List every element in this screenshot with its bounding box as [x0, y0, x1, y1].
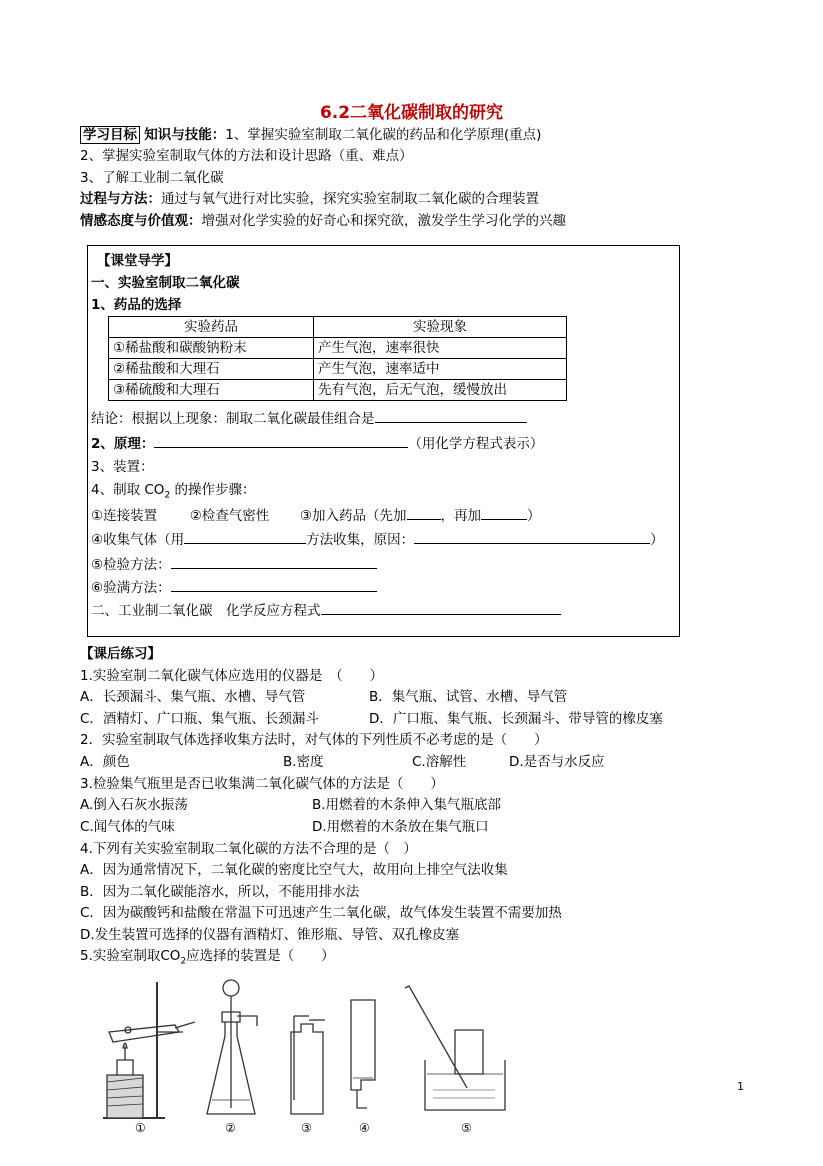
steps-label-post: 的操作步骤： — [170, 482, 256, 498]
table-header-cell: 实验药品 — [109, 317, 314, 338]
step-test: ⑤检验方法： — [91, 557, 171, 573]
q2-option-a: A．颜色 — [80, 754, 130, 770]
q4-option-a: A．因为通常情况下，二氧化碳的密度比空气大，故用向上排空气法收集 — [80, 862, 508, 878]
q2-option-b: B.密度 — [283, 754, 324, 770]
steps-row-1 — [91, 505, 541, 526]
emotion-text: 增强对化学实验的好奇心和探究欲，激发学生学习化学的兴趣 — [201, 213, 566, 229]
section-lab-co2: 一、实验室制取二氧化碳 — [91, 275, 240, 291]
conclusion-blank[interactable] — [375, 408, 527, 423]
table-row — [109, 338, 567, 359]
steps-row-2 — [91, 529, 664, 550]
q5-text-post: 应选择的装置是（ ） — [186, 948, 335, 964]
apparatus-4-inverted-bottle — [351, 1000, 375, 1108]
table-cell: 产生气泡，速率适中 — [314, 359, 567, 380]
steps-subscript: 2 — [164, 490, 171, 501]
principle-line — [91, 433, 543, 454]
reagent-table — [108, 316, 567, 401]
full-check-blank[interactable] — [171, 577, 377, 592]
q4-option-c: C．因为碳酸钙和盐酸在常温下可迅速产生二氧化碳，故气体发生装置不需要加热 — [80, 905, 562, 921]
table-cell: ①稀盐酸和碳酸钠粉末 — [109, 338, 314, 359]
apparatus-label-4: ④ — [359, 1121, 370, 1135]
apparatus-label: 3、装置： — [91, 459, 154, 475]
steps-row-4 — [91, 577, 377, 598]
step-collect-close: ） — [650, 532, 664, 548]
apparatus-figure — [95, 970, 515, 1138]
table-row — [109, 380, 567, 401]
table-cell: 先有气泡，后无气泡，缓慢放出 — [314, 380, 567, 401]
page-title: 6.2二氧化碳制取的研究 — [319, 103, 504, 123]
industrial-equation-blank[interactable] — [321, 600, 561, 615]
steps-label — [91, 480, 255, 506]
knowledge-text-1: 1、掌握实验室制取二氧化碳的药品和化学原理(重点) — [225, 127, 542, 143]
steps-label-pre: 4、制取 CO — [91, 482, 165, 498]
apparatus-label-5: ⑤ — [461, 1121, 472, 1135]
step-connect: ①连接装置 — [91, 508, 158, 524]
table-header-cell: 实验现象 — [314, 317, 567, 338]
q1-option-b: B．集气瓶、试管、水槽、导气管 — [369, 689, 568, 705]
test-method-blank[interactable] — [171, 554, 377, 569]
step-add-close: ） — [527, 508, 541, 524]
q1-option-c: C．酒精灯、广口瓶、集气瓶、长颈漏斗 — [80, 711, 319, 727]
question-4: 4.下列有关实验室制取二氧化碳的方法不合理的是（ ） — [80, 841, 417, 857]
q2-option-d: D.是否与水反应 — [509, 754, 605, 770]
principle-label: 2、原理： — [91, 436, 155, 452]
q4-option-b: B．因为二氧化碳能溶水，所以，不能用排水法 — [80, 884, 360, 900]
q1-option-a: A．长颈漏斗、集气瓶、水槽、导气管 — [80, 689, 306, 705]
q3-option-d: D.用燃着的木条放在集气瓶口 — [312, 819, 489, 835]
step-collect-reason: 方法收集，原因： — [306, 532, 415, 548]
question-1: 1.实验室制二氧化碳气体应选用的仪器是 （ ） — [80, 668, 384, 684]
section-industrial: 二、工业制二氧化碳 化学反应方程式 — [91, 603, 321, 619]
table-row — [109, 359, 567, 380]
step-collect: ④收集气体（用 — [91, 532, 185, 548]
question-3: 3.检验集气瓶里是否已收集满二氧化碳气体的方法是（ ） — [80, 776, 444, 792]
q3-option-b: B.用燃着的木条伸入集气瓶底部 — [312, 797, 502, 813]
reagent-second-blank[interactable] — [481, 505, 527, 520]
apparatus-5-trough — [405, 986, 505, 1110]
steps-row-3 — [91, 554, 377, 575]
q1-option-d: D．广口瓶、集气瓶、长颈漏斗、带导管的橡皮塞 — [369, 711, 663, 727]
step-airtight: ②检查气密性 — [189, 508, 270, 524]
reagent-first-blank[interactable] — [407, 505, 441, 520]
objective-emotion — [80, 211, 566, 231]
page-number: 1 — [737, 1080, 744, 1093]
objectives-label: 学习目标 — [80, 126, 140, 144]
subsection-reagents: 1、药品的选择 — [91, 297, 182, 313]
step-add-reagents: ③加入药品（先加 — [299, 508, 407, 524]
principle-note: （用化学方程式表示） — [408, 436, 544, 452]
knowledge-label: 知识与技能： — [144, 127, 226, 143]
industrial-line — [91, 600, 561, 621]
objective-process — [80, 189, 539, 209]
guide-header: 【课堂导学】 — [97, 253, 178, 269]
table-cell: ②稀盐酸和大理石 — [109, 359, 314, 380]
principle-blank[interactable] — [154, 433, 408, 448]
apparatus-label-2: ② — [225, 1121, 236, 1135]
q3-option-c: C.闻气体的气味 — [80, 819, 175, 835]
objective-knowledge — [80, 125, 541, 145]
table-cell: ③稀硫酸和大理石 — [109, 380, 314, 401]
q3-option-a: A.倒入石灰水振荡 — [80, 797, 188, 813]
knowledge-text-2: 2、掌握实验室制取气体的方法和设计思路（重、难点） — [80, 148, 413, 164]
knowledge-text-3: 3、了解工业制二氧化碳 — [80, 170, 224, 186]
q4-option-d: D.发生装置可选择的仪器有酒精灯、锥形瓶、导管、双孔橡皮塞 — [80, 927, 460, 943]
step-add-then: ，再加 — [440, 508, 482, 524]
conclusion-text: 结论：根据以上现象：制取二氧化碳最佳组合是 — [91, 411, 375, 427]
collect-method-blank[interactable] — [184, 529, 306, 544]
table-header-row — [109, 317, 567, 338]
q5-text-pre: 5.实验室制取CO — [80, 948, 181, 964]
table-cell: 产生气泡，速率很快 — [314, 338, 567, 359]
apparatus-2-flask — [207, 980, 257, 1114]
apparatus-1-heating — [103, 982, 195, 1118]
q2-option-c: C.溶解性 — [412, 754, 467, 770]
step-full-check: ⑥验满方法： — [91, 580, 171, 596]
question-2: 2．实验室制取气体选择收集方法时，对气体的下列性质不必考虑的是（ ） — [80, 732, 548, 748]
process-label: 过程与方法： — [80, 191, 161, 207]
apparatus-label-1: ① — [135, 1121, 146, 1135]
question-5 — [80, 946, 335, 972]
collect-reason-blank[interactable] — [414, 529, 650, 544]
exercises-header: 【课后练习】 — [80, 646, 161, 662]
q5-subscript: 2 — [180, 956, 187, 967]
apparatus-3-bottle — [291, 1016, 325, 1114]
emotion-label: 情感态度与价值观： — [80, 213, 202, 229]
process-text: 通过与氧气进行对比实验，探究实验室制取二氧化碳的合理装置 — [161, 191, 539, 207]
apparatus-label-3: ③ — [301, 1121, 312, 1135]
conclusion-line — [91, 408, 527, 429]
